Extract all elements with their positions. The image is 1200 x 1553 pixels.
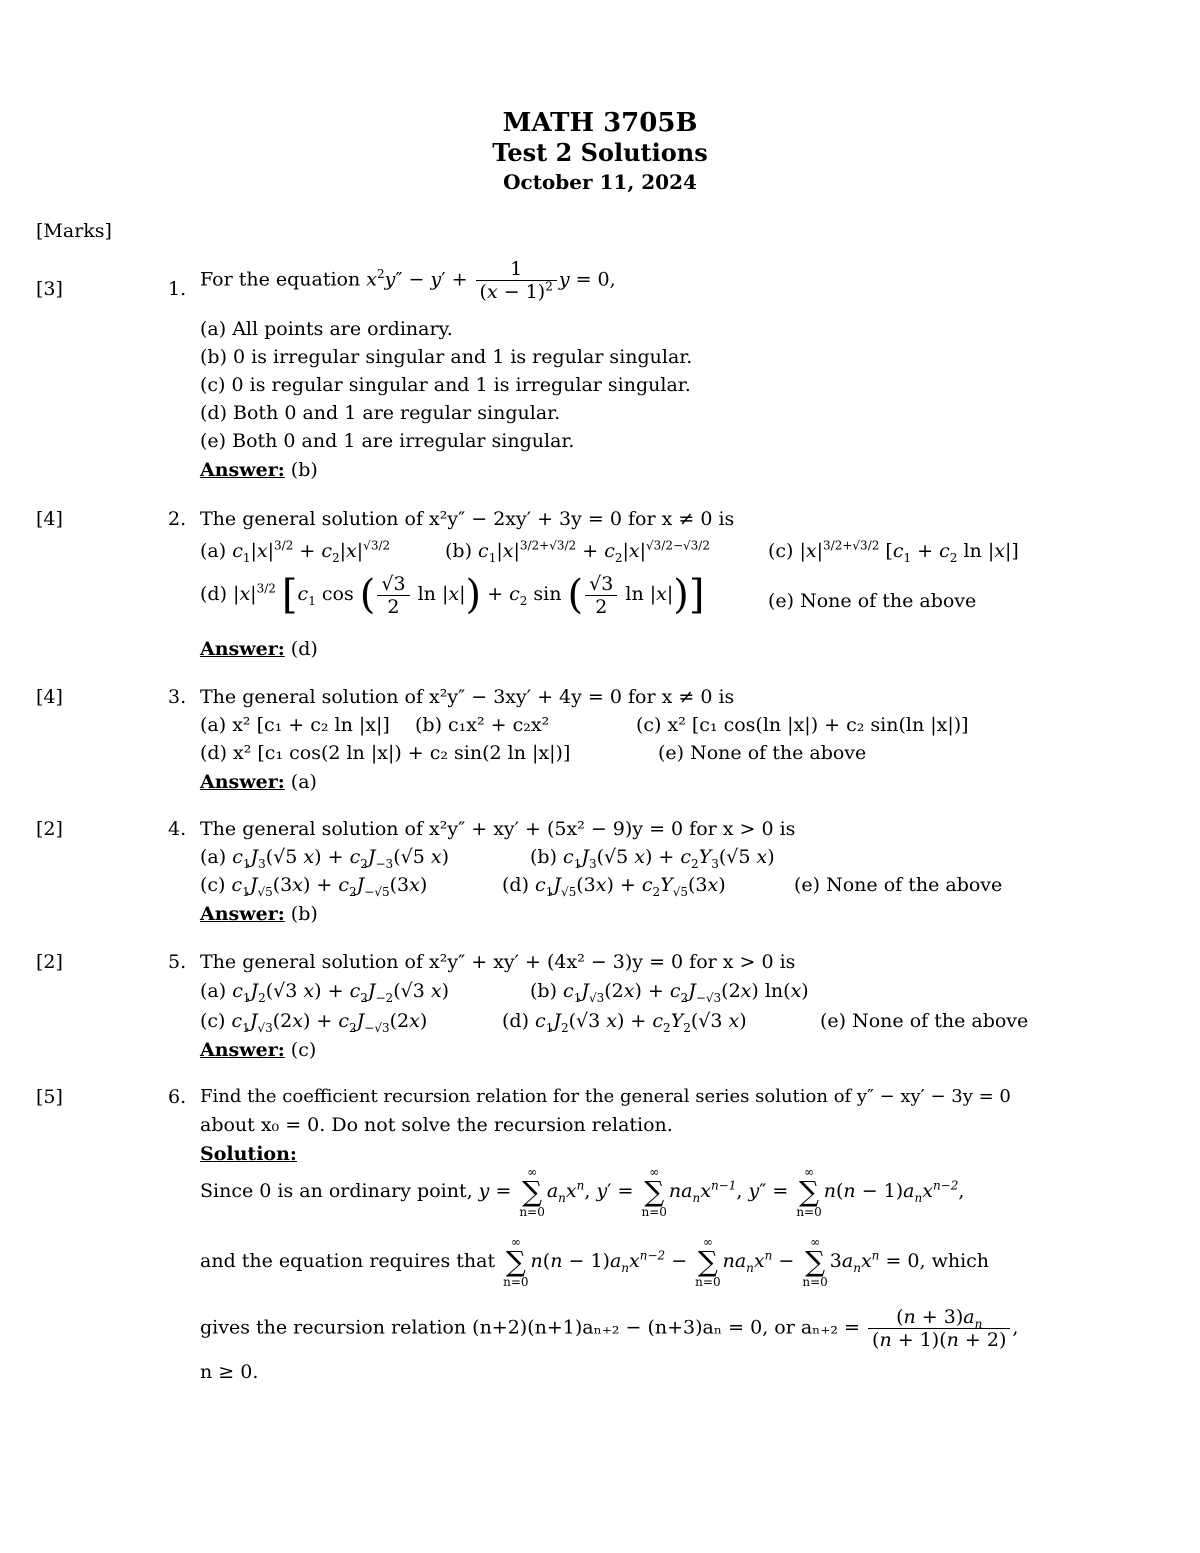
q2-answer	[200, 638, 318, 660]
q1-marks: [3]	[36, 278, 63, 300]
q2-answer-value: (d)	[290, 638, 318, 660]
q5-answer-label: Answer:	[200, 1039, 285, 1061]
q6-marks: [5]	[36, 1086, 63, 1108]
q6-solution-line3: gives the recursion relation (n+2)(n+1)aₙ₊₂ − (n+3)aₙ = 0, or aₙ₊₂ = $\frac{(n + 3)a_n}{(n + 1)(n + 2)}$ ,	[200, 1306, 1019, 1351]
q1-option-a: (a) All points are ordinary.	[200, 318, 453, 340]
q4-option-b: (b) $c_1J_3(√5$ $x) + c_2Y_3(√5$ x)	[530, 846, 775, 871]
q2-number: 2.	[168, 508, 187, 530]
q5-answer-value: (c)	[290, 1039, 317, 1061]
q6-solution-line2: and the equation requires that ∞ ∑ n=0 $n(n - 1)a_nx^{n-2}$ − ∞ ∑ n=0 $na_nx^n$ − ∞ ∑ n=0 $3a_nx^n = 0$, which	[200, 1235, 990, 1289]
q3-option-d: (d) x² [c₁ cos(2 ln |x|) + c₂ sin(2 ln |x|)]	[200, 742, 571, 764]
q2-stem: The general solution of x²y″ − 2xy′ + 3y = 0 for x ≠ 0 is	[200, 508, 735, 530]
q3-option-a: (a) x² [c₁ + c₂ ln |x|]	[200, 714, 390, 736]
q2-answer-label: Answer:	[200, 638, 285, 660]
q1-option-b: (b) 0 is irregular singular and 1 is regular singular.	[200, 346, 693, 368]
q6-stem-line1: Find the coefficient recursion relation for the general series solution of y″ − xy′ − 3y = 0	[200, 1086, 1011, 1107]
test-date: October 11, 2024	[503, 170, 697, 194]
q3-option-b: (b) c₁x² + c₂x²	[415, 714, 550, 736]
q1-option-d: (d) Both 0 and 1 are regular singular.	[200, 402, 561, 424]
q1-answer-label: Answer:	[200, 459, 285, 481]
marks-label: [Marks]	[36, 220, 112, 242]
q1-option-c: (c) 0 is regular singular and 1 is irregular singular.	[200, 374, 691, 396]
q2-option-c: (c) $|x|^{3/2+√3/2}$ [$c_1 + c_2$ ln |x|]	[768, 538, 1019, 565]
q4-marks: [2]	[36, 818, 63, 840]
q6-s1-prefix: Since 0 is an ordinary point,	[200, 1180, 473, 1202]
q6-s3-prefix: gives the recursion relation (n+2)(n+1)aₙ₊₂ − (n+3)aₙ = 0, or aₙ₊₂ =	[200, 1316, 860, 1339]
q3-answer-label: Answer:	[200, 771, 285, 793]
q3-option-c: (c) x² [c₁ cos(ln |x|) + c₂ sin(ln |x|)]	[636, 714, 969, 736]
q4-option-a: (a) $c_1J_3(√5$ $x) + c_2J_{-3}(√5$ x)	[200, 846, 449, 871]
q3-number: 3.	[168, 686, 187, 708]
q6-solution-label: Solution:	[200, 1143, 297, 1165]
q5-number: 5.	[168, 951, 187, 973]
q3-stem: The general solution of x²y″ − 3xy′ + 4y = 0 for x ≠ 0 is	[200, 686, 735, 708]
q6-s2-suffix: = 0, which	[885, 1250, 990, 1272]
q4-option-e: (e) None of the above	[794, 874, 1003, 896]
q6-solution-line4: n ≥ 0.	[200, 1361, 259, 1383]
q6-number: 6.	[168, 1086, 187, 1108]
q6-s2-prefix: and the equation requires that	[200, 1250, 496, 1272]
q4-answer	[200, 903, 318, 925]
q2-option-a: (a) $c_1|x|^{3/2} + c_2|x|^{√3/2}$	[200, 538, 391, 565]
q6-stem-line2: about x₀ = 0. Do not solve the recursion relation.	[200, 1114, 673, 1136]
q5-answer	[200, 1039, 316, 1061]
q3-marks: [4]	[36, 686, 63, 708]
q1-stem-prefix: For the equation	[200, 268, 361, 291]
q3-answer-value: (a)	[290, 771, 317, 793]
q5-option-d: (d) $c_1J_2(√3$ $x) + c_2Y_2(√3$ x)	[502, 1010, 747, 1035]
q4-number: 4.	[168, 818, 187, 840]
q3-answer	[200, 771, 317, 793]
q2-option-b: (b) $c_1|x|^{3/2+√3/2} + c_2|x|^{√3/2-√3/2}$	[445, 538, 710, 565]
q1-answer-value: (b)	[290, 459, 318, 481]
q1-option-e: (e) Both 0 and 1 are irregular singular.	[200, 430, 575, 452]
q3-option-e: (e) None of the above	[658, 742, 867, 764]
q1-number: 1.	[168, 278, 187, 300]
q4-option-d: (d) $c_1J_{√5}(3x) + c_2Y_{√5}(3x)$	[502, 874, 726, 899]
q4-option-c: (c) $c_1J_{√5}(3x) + c_2J_{-√5}(3x)$	[200, 874, 428, 899]
q5-option-c: (c) $c_1J_{√3}(2x) + c_2J_{-√3}(2x)$	[200, 1010, 428, 1035]
course-title: MATH 3705B	[502, 108, 698, 138]
q2-marks: [4]	[36, 508, 63, 530]
q1-stem: For the equation $x^2y'' - y'$ + $\frac{1}{(x - 1)^2}$ y = 0,	[200, 258, 616, 303]
test-title: Test 2 Solutions	[492, 138, 708, 167]
q5-stem: The general solution of x²y″ + xy′ + (4x² − 3)y = 0 for x > 0 is	[200, 951, 796, 973]
q5-option-e: (e) None of the above	[820, 1010, 1029, 1032]
q4-answer-value: (b)	[290, 903, 318, 925]
q1-answer	[200, 459, 318, 481]
q5-option-b: (b) $c_1J_{√3}(2x) + c_2J_{-√3}(2x)$ ln(x)	[530, 980, 809, 1005]
q5-option-a: (a) $c_1J_2(√3$ $x) + c_2J_{-2}(√3$ x)	[200, 980, 449, 1005]
q4-answer-label: Answer:	[200, 903, 285, 925]
q2-option-e: (e) None of the above	[768, 590, 977, 612]
q5-marks: [2]	[36, 951, 63, 973]
q6-solution-line1: Since 0 is an ordinary point, y = ∞ ∑ n=0 $a_nx^n$, y′ = ∞ ∑ n=0 $na_nx^{n-1}$, y″ = ∞ ∑ n=0 $n(n - 1)a_nx^{n-2}$,	[200, 1165, 965, 1219]
q4-stem: The general solution of x²y″ + xy′ + (5x² − 9)y = 0 for x > 0 is	[200, 818, 796, 840]
q2-option-d: (d) $|x|^{3/2}$ [$c_1$ cos ( $\frac{√3}{2}$ $\ln |x|) + c_2$ sin ( $\frac{√3}{2}$ ln |x|)]	[200, 572, 705, 618]
